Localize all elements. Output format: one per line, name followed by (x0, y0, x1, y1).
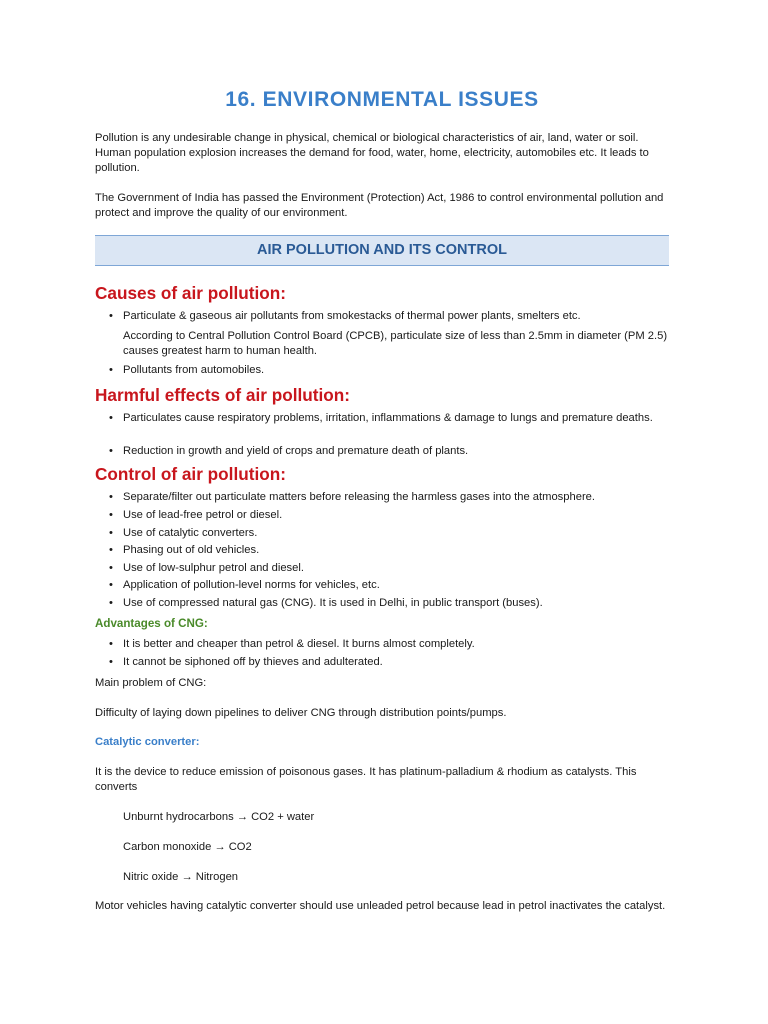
list-item-text: Use of low-sulphur petrol and diesel. (123, 562, 304, 574)
bullet-icon: • (109, 412, 113, 424)
catalytic-heading: Catalytic converter: (95, 736, 200, 748)
list-item (109, 508, 664, 523)
list-item (109, 578, 664, 593)
list-item (109, 596, 664, 611)
page-title: 16. ENVIRONMENTAL ISSUES (225, 88, 539, 111)
cng-problem-text: Difficulty of laying down pipelines to deliver CNG through distribution points/pumps. (95, 707, 507, 719)
list-item (109, 411, 664, 426)
list-item (109, 637, 664, 652)
bullet-icon: • (109, 509, 113, 521)
list-item (109, 490, 664, 505)
causes-heading: Causes of air pollution: (95, 283, 286, 303)
bullet-icon: • (109, 544, 113, 556)
control-heading: Control of air pollution: (95, 464, 286, 484)
list-item-text: Use of lead-free petrol or diesel. (123, 509, 283, 521)
bullet-icon: • (109, 579, 113, 591)
conversion-line: Unburnt hydrocarbons → CO2 + water (123, 811, 315, 823)
bullet-icon: • (109, 597, 113, 609)
bullet-icon: • (109, 527, 113, 539)
list-item-text: Use of compressed natural gas (CNG). It is used in Delhi, in public transport (buses). (123, 597, 543, 609)
list-item-text: Phasing out of old vehicles. (123, 544, 260, 556)
list-item (109, 526, 664, 541)
cng-problem-label: Main problem of CNG: (95, 677, 207, 689)
bullet-icon: • (109, 656, 113, 668)
intro-paragraph-2: The Government of India has passed the Environment (Protection) Act, 1986 to control environmental pollution and protect and improve the quality of our environment. (95, 192, 664, 219)
conversion-line: Carbon monoxide → CO2 (123, 841, 252, 853)
bullet-icon: • (109, 364, 113, 376)
bullet-icon: • (109, 638, 113, 650)
list-item-text: Pollutants from automobiles. (123, 364, 265, 376)
list-item-text: Particulate & gaseous air pollutants from smokestacks of thermal power plants, smelters etc. (123, 310, 581, 322)
list-item (109, 444, 664, 459)
conversion-line: Nitric oxide → Nitrogen (123, 871, 239, 883)
list-item-text: It cannot be siphoned off by thieves and adulterated. (123, 656, 383, 668)
bullet-icon: • (109, 491, 113, 503)
list-item-text: Reduction in growth and yield of crops and premature death of plants. (123, 445, 469, 457)
catalytic-closing: Motor vehicles having catalytic converter should use unleaded petrol because lead in petrol inactivates the catalyst. (95, 900, 666, 912)
list-item-text: Particulates cause respiratory problems, irritation, inflammations & damage to lungs and premature deaths. (123, 412, 653, 424)
list-item-text: Application of pollution-level norms for vehicles, etc. (123, 579, 380, 591)
list-item (109, 655, 664, 670)
cng-heading: Advantages of CNG: (95, 617, 208, 630)
list-item-text: Use of catalytic converters. (123, 527, 258, 539)
catalytic-description: It is the device to reduce emission of poisonous gases. It has platinum-palladium & rhodium as catalysts. This converts (95, 766, 637, 793)
intro-paragraph-1: Pollution is any undesirable change in physical, chemical or biological characteristics of air, land, water or soil. Human population explosion increases the demand for food, water, home, electricity, automobiles etc. It leads to pollution. (95, 132, 649, 174)
list-item-text: It is better and cheaper than petrol & diesel. It burns almost completely. (123, 638, 475, 650)
list-item (109, 309, 664, 324)
causes-note: According to Central Pollution Control Board (CPCB), particulate size of less than 2.5mm in diameter (PM 2.5) causes greatest harm to human health. (123, 330, 668, 357)
section-band: AIR POLLUTION AND ITS CONTROL (95, 235, 669, 266)
bullet-icon: • (109, 310, 113, 322)
list-item (109, 543, 664, 558)
list-item-text: Separate/filter out particulate matters before releasing the harmless gases into the atmosphere. (123, 491, 595, 503)
bullet-icon: • (109, 445, 113, 457)
harmful-heading: Harmful effects of air pollution: (95, 385, 350, 405)
bullet-icon: • (109, 562, 113, 574)
list-item (109, 561, 664, 576)
list-item (109, 363, 664, 378)
